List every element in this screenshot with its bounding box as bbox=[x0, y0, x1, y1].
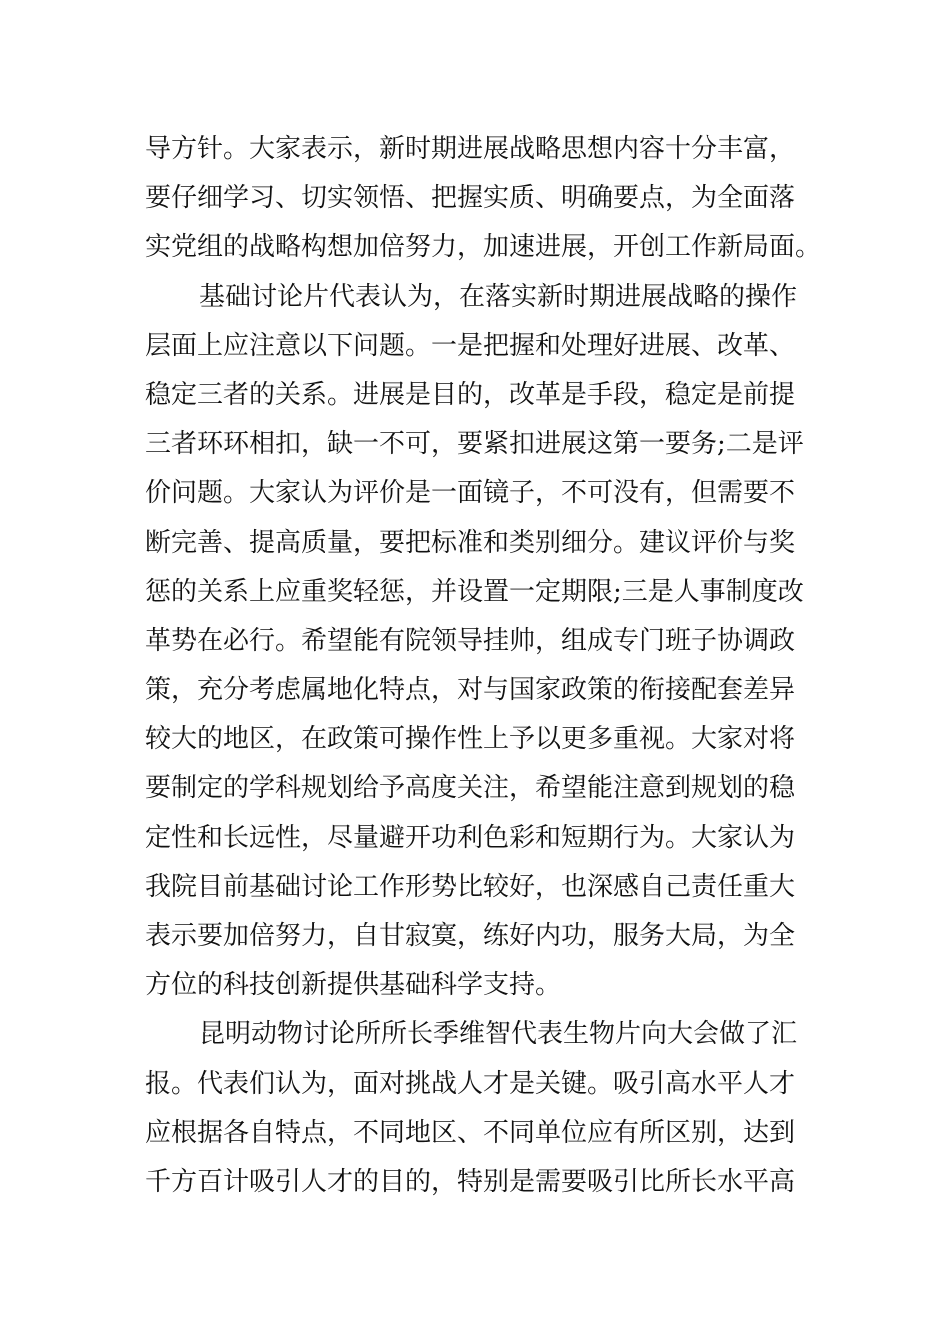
text-line: 千方百计吸引人才的目的，特别是需要吸引比所长水平高 bbox=[145, 1166, 796, 1197]
text-line: 策，充分考虑属地化特点，对与国家政策的衔接配套差异 bbox=[145, 675, 796, 706]
document-body bbox=[145, 125, 822, 1207]
text-line: 层面上应注意以下问题。一是把握和处理好进展、改革、 bbox=[145, 330, 796, 361]
paragraph-first-line: 昆明动物讨论所所长季维智代表生物片向大会做了汇 bbox=[199, 1019, 798, 1050]
text-line: 实党组的战略构想加倍努力，加速进展，开创工作新局面。 bbox=[145, 232, 822, 263]
text-line: 较大的地区，在政策可操作性上予以更多重视。大家对将 bbox=[145, 724, 796, 755]
text-line: 报。代表们认为，面对挑战人才是关键。吸引高水平人才 bbox=[145, 1068, 796, 1099]
text-line: 三者环环相扣，缺一不可，要紧扣进展这第一要务;二是评 bbox=[145, 429, 804, 460]
text-line: 惩的关系上应重奖轻惩，并设置一定期限;三是人事制度改 bbox=[145, 576, 804, 607]
text-line: 方位的科技创新提供基础科学支持。 bbox=[145, 970, 562, 1001]
text-line: 我院目前基础讨论工作形势比较好，也深感自己责任重大 bbox=[145, 871, 796, 902]
text-line: 稳定三者的关系。进展是目的，改革是手段，稳定是前提 bbox=[145, 379, 796, 410]
text-line: 应根据各自特点，不同地区、不同单位应有所区别，达到 bbox=[145, 1117, 796, 1148]
paragraph-first-line: 基础讨论片代表认为，在落实新时期进展战略的操作 bbox=[199, 281, 798, 312]
text-line: 表示要加倍努力，自甘寂寞，练好内功，服务大局，为全 bbox=[145, 921, 796, 951]
text-line: 革势在必行。希望能有院领导挂帅，组成专门班子协调政 bbox=[145, 625, 796, 656]
text-line: 断完善、提高质量，要把标准和类别细分。建议评价与奖 bbox=[145, 527, 796, 558]
text-line: 定性和长远性，尽量避开功利色彩和短期行为。大家认为 bbox=[145, 822, 796, 853]
text-line: 导方针。大家表示，新时期进展战略思想内容十分丰富， bbox=[145, 134, 796, 164]
text-line: 要制定的学科规划给予高度关注，希望能注意到规划的稳 bbox=[145, 773, 796, 804]
text-line: 价问题。大家认为评价是一面镜子，不可没有，但需要不 bbox=[145, 478, 796, 509]
text-line: 要仔细学习、切实领悟、把握实质、明确要点，为全面落 bbox=[145, 183, 796, 214]
